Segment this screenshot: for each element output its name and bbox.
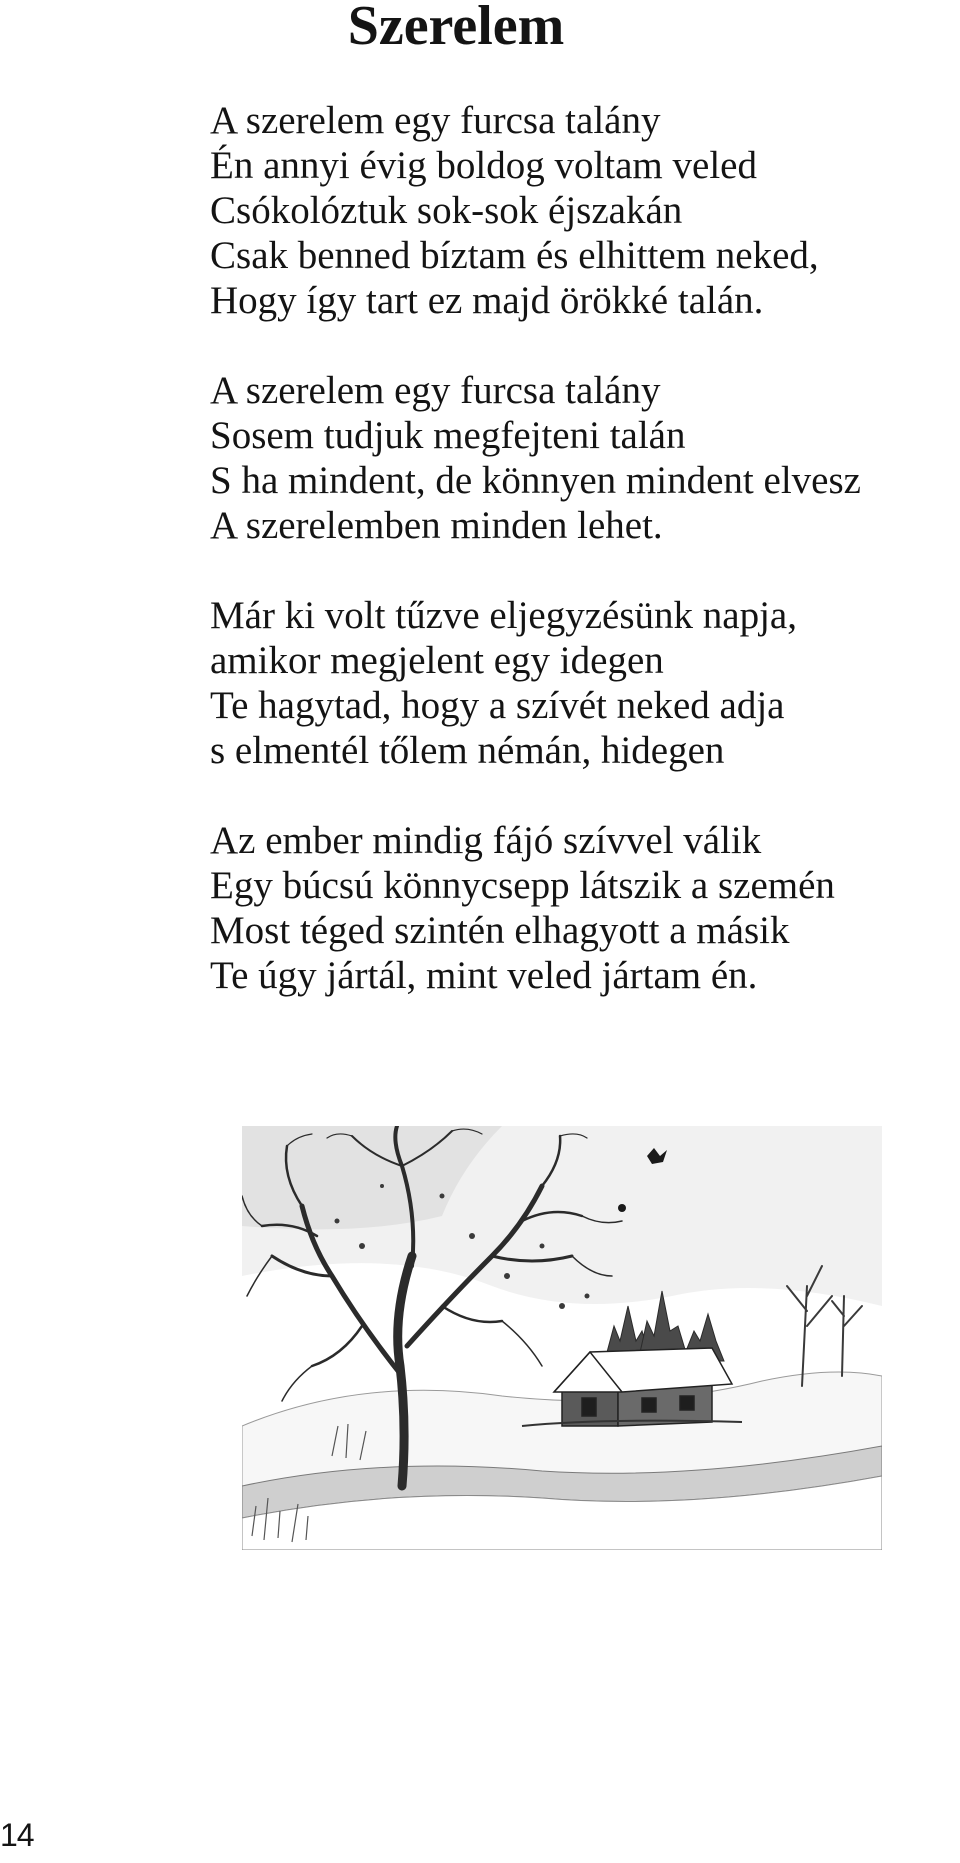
poem-line: Már ki volt tűzve eljegyzésünk napja, [210, 594, 797, 637]
poem-line: A szerelem egy furcsa talány [210, 369, 661, 412]
poem-line: Most téged szintén elhagyott a másik [210, 909, 790, 952]
stanza-4 [210, 818, 960, 998]
poem-line: Csak benned bíztam és elhittem neked, [210, 234, 819, 277]
poem-line: Én annyi évig boldog voltam veled [210, 144, 757, 187]
poem-line: Csókolóztuk sok-sok éjszakán [210, 189, 683, 232]
poem-line: A szerelemben minden lehet. [210, 504, 663, 547]
stanza-2 [210, 368, 960, 548]
winter-landscape-illustration [242, 1126, 882, 1550]
poem-body [210, 98, 960, 1043]
poem-line: Az ember mindig fájó szívvel válik [210, 819, 762, 862]
poem-line: Sosem tudjuk megfejteni talán [210, 414, 686, 457]
poem-line: A szerelem egy furcsa talány [210, 99, 661, 142]
stanza-1 [210, 98, 960, 323]
poem-line: Te hagytad, hogy a szívét neked adja [210, 684, 785, 727]
poem-line: s elmentél tőlem némán, hidegen [210, 729, 725, 772]
poem-line: Egy búcsú könnycsepp látszik a szemén [210, 864, 835, 907]
poem-line: Hogy így tart ez majd örökké talán. [210, 279, 764, 322]
stanza-3 [210, 593, 960, 773]
poem-title: Szerelem [347, 0, 565, 57]
poem-line: Te úgy jártál, mint veled jártam én. [210, 954, 758, 997]
poem-line: S ha mindent, de könnyen mindent elvesz [210, 459, 861, 502]
poem-line: amikor megjelent egy idegen [210, 639, 664, 682]
page-number: 14 [0, 1817, 34, 1853]
